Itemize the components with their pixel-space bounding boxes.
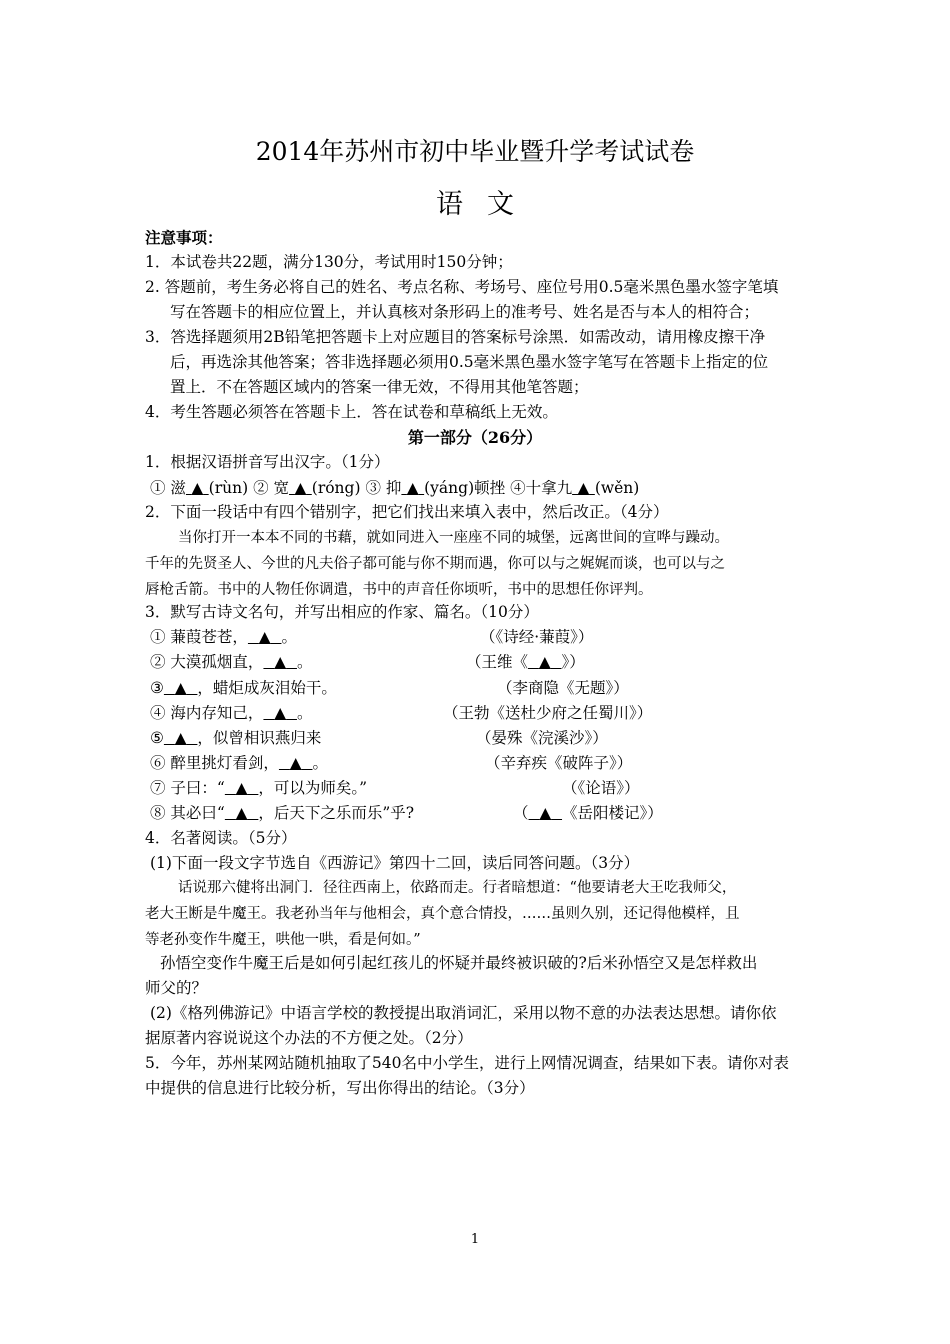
q4-passage-line: 话说那六健将出洞门．径往西南上，依路而走。行者暗想道：“他要请老大王吃我师父， [178, 880, 737, 896]
q3-item: ⑤ ▲ ，似曾相识燕归来 [150, 728, 322, 747]
notice-item: 写在答题卡的相应位置上，并认真核对条形码上的准考号、姓名是否与本人的相符合； [170, 303, 760, 321]
q2-passage-line: 千年的先贤圣人、今世的凡夫俗子都可能与你不期而遇，你可以与之娓娓而谈，也可以与之 [145, 556, 725, 572]
q3-source: （ ▲ 《岳阳楼记》） [513, 803, 663, 822]
q5-line: 中提供的信息进行比较分析，写出你得出的结论。（3分） [145, 1079, 535, 1097]
q5-line: 5．今年，苏州某网站随机抽取了540名中小学生，进行上网情况调查，结果如下表。请你对表 [145, 1054, 789, 1072]
q3-stem: 3．默写古诗文名句，并写出相应的作家、篇名。（10分） [145, 603, 539, 621]
q3-source: （王勃《送杜少府之任蜀川》） [443, 704, 653, 722]
q4-sub2-line: (2)《格列佛游记》中语言学校的教授提出取消词汇，采用以物不意的办法表达思想。请你依 [150, 1004, 777, 1022]
q2-passage-line: 当你打开一本本不同的书藉，就如同进入一座座不同的城堡，远离世间的宣哗与躁动。 [178, 530, 729, 546]
answer-blank: ▲ [294, 478, 307, 497]
q3-item: ⑦ 子曰：“ ▲ ，可以为师矣。” [150, 778, 368, 797]
q3-source: （辛弃疾《破阵子》） [485, 754, 633, 772]
q3-item: ⑧ 其必曰“ ▲ ，后天下之乐而乐”乎? [150, 803, 415, 822]
part1-heading: 第一部分（26分） [407, 428, 543, 447]
q1-item-pre: ④十拿九 [510, 479, 573, 497]
q4-question-line: 师父的？ [145, 979, 208, 997]
q3-item: ① 蒹葭苍苍， ▲ 。 [150, 627, 297, 646]
q1-stem: 1．根据汉语拼音写出汉字。（1分） [145, 453, 390, 471]
q1-item-pre: ① 滋 [150, 479, 186, 497]
q1-item-post: (yáng)顿挫 [424, 479, 506, 497]
answer-blank: ▲ [577, 478, 590, 497]
notice-item: 2. 答题前，考生务必将自己的姓名、考点名称、考场号、座位号用0.5毫米黑色墨水签字笔填 [145, 278, 779, 296]
q1-items [150, 476, 639, 498]
q1-item-post: (róng) [311, 479, 361, 497]
notice-item: 置上．不在答题区域内的答案一律无效，不得用其他笔答题； [170, 378, 589, 396]
q4-sub1: (1)下面一段文字节选自《西游记》第四十二回，读后同答问题。（3分） [150, 854, 640, 872]
subject-title: 语文 [436, 189, 538, 220]
q4-stem: 4．名著阅读。（5分） [145, 829, 297, 847]
q4-passage-line: 老大王断是牛魔王。我老孙当年与他相会，真个意合情投，……虽则久别，还记得他模样，且 [145, 906, 740, 922]
q4-question-line: 孙悟空变作牛魔王后是如何引起红孩儿的怀疑并最终被识破的?后米孙悟空又是怎样救出 [160, 954, 758, 972]
q1-item-post: (wěn) [594, 479, 640, 497]
q3-source: （晏殊《浣溪沙》） [476, 729, 608, 747]
q1-item-post: (rùn) [208, 479, 249, 497]
q1-item-pre: ③ 抑 [365, 479, 402, 497]
q3-source: （《论语》） [562, 779, 640, 797]
q3-item: ③ ▲ ，蜡炬成灰泪始干。 [150, 678, 337, 697]
q4-sub2-line: 据原著内容说说这个办法的不方便之处。（2分） [145, 1029, 473, 1047]
notice-item: 后，再选涂其他答案；答非选择题必须用0.5毫米黑色墨水签字笔写在答题卡上指定的位 [170, 353, 769, 371]
page-number: 1 [470, 1232, 480, 1247]
q2-stem: 2．下面一段话中有四个错别字，把它们找出来填入表中，然后改正。（4分） [145, 503, 669, 521]
q1-item-pre: ② 宽 [253, 479, 290, 497]
answer-blank: ▲ [406, 478, 419, 497]
notice-item: 1．本试卷共22题，满分130分，考试用时150分钟； [145, 253, 513, 271]
q4-passage-line: 等老孙变作牛魔王，哄他一哄，看是何如。” [145, 932, 421, 948]
notice-item: 4．考生答题必须答在答题卡上．答在试卷和草稿纸上无效。 [145, 403, 558, 421]
q2-passage-line: 唇枪舌箭。书中的人物任你调遣，书中的声音任你顷听，书中的思想任你评判。 [145, 582, 653, 598]
q3-item: ⑥ 醉里挑灯看剑， ▲ 。 [150, 753, 328, 772]
q3-source: （《诗经·蒹葭》） [480, 628, 594, 646]
q3-item: ④ 海内存知己， ▲ 。 [150, 703, 313, 722]
q3-source: （王维《 ▲ 》） [466, 652, 585, 671]
q3-item: ② 大漠孤烟直， ▲ 。 [150, 652, 313, 671]
notice-heading: 注意事项： [145, 228, 223, 247]
notice-item: 3．答选择题须用2B铅笔把答题卡上对应题目的答案标号涂黑．如需改动，请用橡皮擦干净 [145, 328, 766, 346]
answer-blank: ▲ [191, 478, 204, 497]
page-title: 2014年苏州市初中毕业暨升学考试试卷 [255, 137, 695, 166]
q3-source: （李商隐《无题》） [497, 679, 629, 697]
